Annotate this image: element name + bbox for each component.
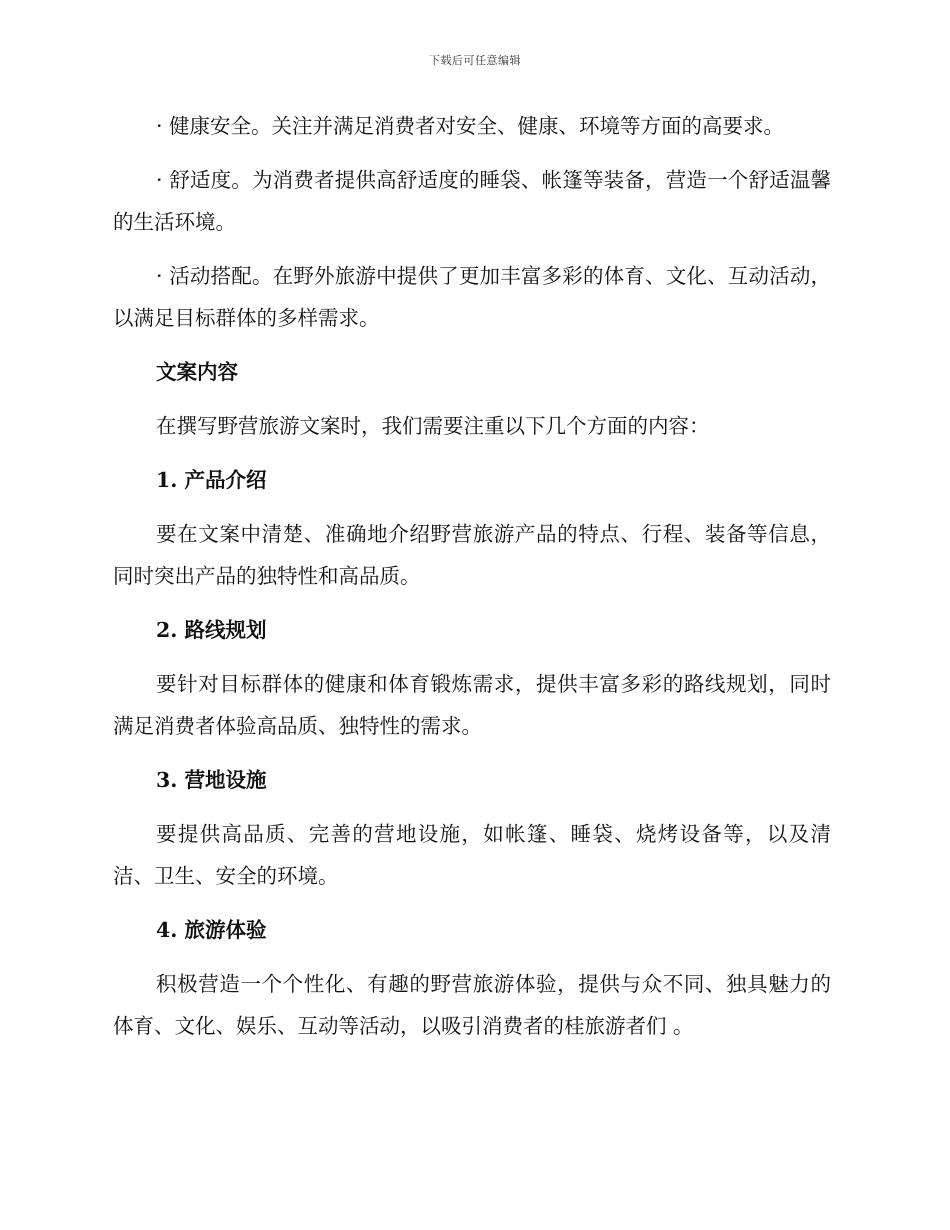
- bullet-activity: · 活动搭配。在野外旅游中提供了更加丰富多彩的体育、文化、互动活动，以满足目标群体的多样需求。: [113, 264, 831, 330]
- item-heading-facilities: 3. 营地设施: [156, 768, 267, 792]
- item-heading-route: 2. 路线规划: [156, 618, 267, 642]
- item-heading-experience: 4. 旅游体验: [156, 918, 267, 942]
- bullet-health-safety: · 健康安全。关注并满足消费者对安全、健康、环境等方面的高要求。: [156, 114, 785, 138]
- item-heading-product: 1. 产品介绍: [156, 468, 267, 492]
- item-text-product: 要在文案中清楚、准确地介绍野营旅游产品的特点、行程、装备等信息，同时突出产品的独特性和高品质。: [113, 522, 831, 588]
- item-text-facilities: 要提供高品质、完善的营地设施，如帐篷、睡袋、烧烤设备等，以及清洁、卫生、安全的环境。: [113, 822, 831, 888]
- document-body: [113, 105, 831, 1059]
- bullet-comfort: · 舒适度。为消费者提供高舒适度的睡袋、帐篷等装备，营造一个舒适温馨的生活环境。: [113, 168, 831, 234]
- item-text-experience: 积极营造一个个性化、有趣的野营旅游体验，提供与众不同、独具魅力的体育、文化、娱乐、互动等活动，以吸引消费者的桂旅游者们 。: [113, 972, 831, 1038]
- item-text-route: 要针对目标群体的健康和体育锻炼需求，提供丰富多彩的路线规划，同时满足消费者体验高品质、独特性的需求。: [113, 672, 831, 738]
- page-header-note: 下载后可任意编辑: [429, 54, 521, 67]
- intro-paragraph: 在撰写野营旅游文案时，我们需要注重以下几个方面的内容：: [156, 414, 710, 438]
- section-title: 文案内容: [156, 360, 238, 384]
